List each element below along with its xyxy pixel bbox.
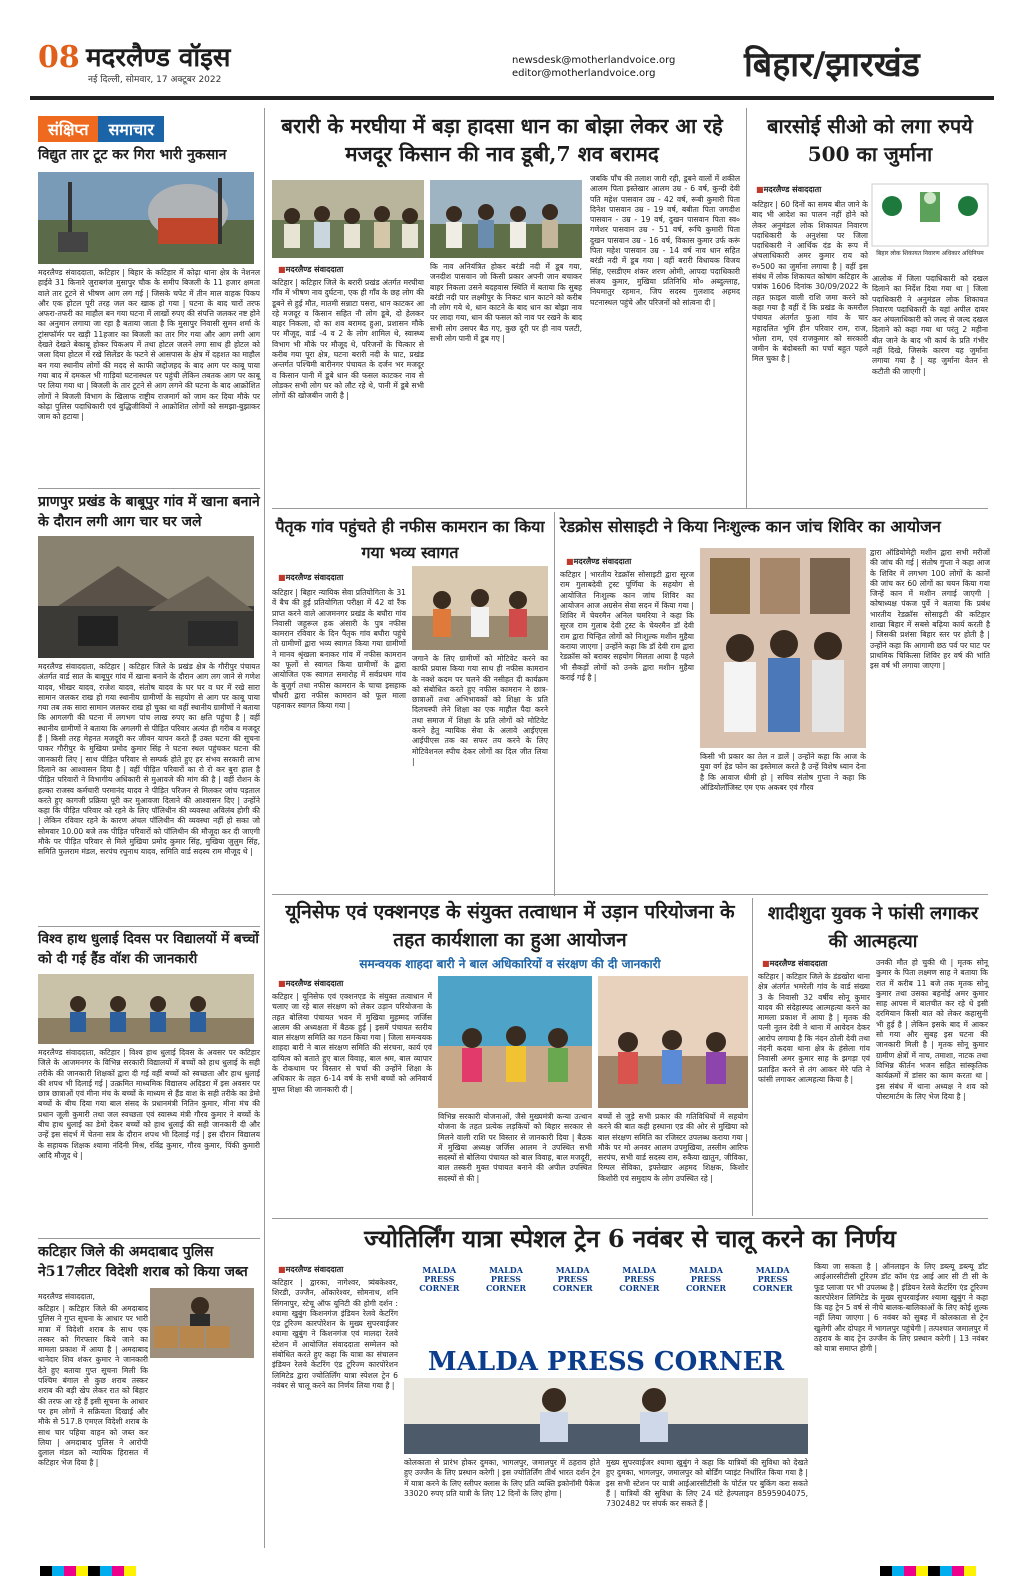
suicide-body-col2: उनकी मौत हो चुकी थी | मृतक सोनू कुमार के पिता लक्ष्मण साह ने बताया कि रात में करीब 11 बजे तक मृतक सोनू कुमार तथा उसका बहनोई अमर कुमार साह आपस में बातचीत कर रहे थे इसी दरमियान किसी बात को लेकर कहासुनी भी हुई है | लेकिन इसके बाद में आकर सो गया और सुबह इस घटना की जानकारी मिली है | मृतक सोनू कुमार ग्रामीण क्षेत्रों में नाच, तमाशा, नाटक तथा विभिन्न कीर्तन भजन सहित सांस्कृतिक कार्यक्रमों में डांसर का काम करता था | इस संबंध में थाना अध्यक्ष ने शव को पोस्टमार्टम के लिए भेज दिया है | (876, 958, 988, 1101)
section-title: बिहार/झारखंड (744, 45, 920, 85)
unicef-body-col2: विभिन्न सरकारी योजनाओं, जैसे मुख्यमंत्री कन्या उत्थान योजना के तहत प्रत्येक लड़कियों को बिहार सरकार से मिलने वाली राशि पर विस्तार से जानकारी दिया | बैठक में मुखिया अध्यक्ष जर्जिस आलम ने उपस्थित सभी सदस्यों से बोलिया पंचायत को बाल विवाह, बाल मजदूरी, बाल तस्करी मुक्त पंचायत बनाने की अपील उपस्थित सदस्यों से की | (438, 1112, 592, 1183)
redcross-camp-image (700, 548, 866, 748)
officials-photo-image (430, 180, 582, 258)
barsoi-headline: बारसोई सीओ को लगा रुपये 500 का जुर्माना (767, 114, 973, 166)
handwash-image (38, 974, 254, 1044)
unicef-photo-2 (598, 976, 748, 1108)
liquor-seizure-image (150, 1288, 254, 1358)
welcome-ceremony-image (412, 566, 548, 650)
brief4-body: कटिहार | कटिहार जिले की अमदाबाद पुलिस ने गुप्त सूचना के आधार पर भारी मात्रा में विदेशी शराब के साथ एक तस्कर को गिरफ्तार किये जाने का मामला प्रकाश में आया है | अमदाबाद थानेदार शिव शंकर कुमार ने जानकारी देते हुए बताया गुप्त सूचना मिली कि पश्चिम बंगाल से कुछ शराब तस्कर शराब की बड़ी खेप लेकर रात को बिहार की तरफ आ रहे हैं इसी सूचना के आधार पर हम लोगों ने सक्रियता दिखाई और मौके से 517.8 एमएल विदेशी शराब के साथ चार पहिया वाहन को जब्त कर लिया | अमदाबाद पुलिस ने आरोपी दुलाल मंडल को न्यायिक हिरासत में कटिहार भेज दिया है | (38, 1304, 148, 1468)
redcross-body-col2: किसी भी प्रकार का तेल न डालें | उन्होंने कहा कि आज के युवा वर्ग हेड फोन का इस्तेमाल करते है उन्हें विशेष ध्यान देना है कि आवाज धीमी हो | सचिव संतोष गुप्ता ने कहा कि ऑडियोलॉजिस्ट एम एफ अकबर एवं गौरव (700, 752, 866, 792)
unicef-body-col3: बच्चों से जुड़े सभी प्रकार की गतिविधियों में सहयोग करने की बात कही हस्थाना एड की ओर से मुखिया को बाल संरक्षण समिति का रजिस्टर उपलब्ध कराया गया | मौके पर मो अनवर आलम उपमुखिया, तस्लीम आरिफ सरपंच, सभी वार्ड सदस्य राम, रुकैया खातुन, जीविका, रिम्पल सेविका, इफ्तेखार अहमद शिक्षक, किशोर किशोरी एवं समुदाय के लोग उपस्थित रहे | (598, 1112, 748, 1183)
divider (38, 488, 260, 489)
unicef-headline: यूनिसेफ एवं एक्शनएड के संयुक्त तत्वाधान में उड़ान परियोजना के तहत कार्यशाला का हुआ आयोजन (285, 901, 735, 951)
press-banner: MALDA PRESS CORNER (404, 1346, 808, 1378)
divider (38, 1238, 260, 1239)
column-divider (264, 108, 265, 1548)
press-cell: MALDA PRESS CORNER (752, 1265, 793, 1293)
brief3-headline: विश्व हाथ धुलाई दिवस पर विद्यालयों में बच्चों को दी गई हैंड वॉश की जानकारी (38, 931, 259, 967)
barsoi-body-col1: कटिहार | 60 दिनों का समय बीत जाने के बाद भी आदेश का पालन नहीं होने को लेकर अनुमंडल लोक शिकायत निवारण पदाधिकारी के अनुशंसा पर जिला पदाधिकारी ने आर्थिक दंड के रूप में अंचलाधिकारी अमर कुमार राय को रु०500 का जुर्माना लगाया है | वहीं इस संबंध में लोक शिकायत कोषांग कटिहार के पत्रांक 1606 दिनांक 30/09/2022 के तहत फ़ाइल वाली राशि जमा करने को कहा गया है वहीं दें कि प्रखंड के कमरौल पंचायत अंतर्गत फुआ गांव के चार महादलित भूमि हीन परिवार राम, राज, भोला राम, एवं राजकुमार को सरकारी जमीन के बंदोबस्ती का पर्चा बहुत पहले मिल चुका है | (752, 200, 868, 364)
lead-photo-1 (272, 180, 424, 258)
lead-body-col3: जबकि पाँच की तलाश जारी रही, डूबने वालों में शकील आलम पिता इस्तेखार आलम उम्र - 6 वर्ष, कुन्दी देवी पति महेश पासवान उम्र - 42 वर्ष, रूबी कुमारी पिता दिनेश पासवान उम्र - 19 वर्ष, बबीता पिता जगदीश पासवान - उम्र - 19 वर्ष, दुखन पासवान पिता स्व० गणेशर पासवान उम्र - 51 वर्ष, रूचि कुमारी पिता दुखन पासवान उम्र - 16 वर्ष, विकास कुमार उर्फ करूं पिता महेश पासवान उम्र - 14 वर्ष नाव धान सहित बरंडी नदी में डूब गया | वहीं बरारी विधायक विजय सिंह, एसडीएम शंकर शरण ओमी, आपदा पदाधिकारी संजय कुमार, मुखिया प्रतिनिधि मो० अब्दुल्लाह, नियमातुर रहमान, जिप सदस्य गुलशाद अहमद घटनास्थल पहुंचे और परिजनों को सांत्वना दी | (590, 174, 740, 307)
issue-date: नई दिल्ली, सोमवार, 17 अक्टूबर 2022 (88, 75, 222, 85)
lead-body-col2: कि नाव अनियंत्रित होकर बरंडी नदी में डूब गया, जनदीश पासवान जो किसी प्रकार अपनी जान बचाकर बाहर निकला उसने बदहवास स्थिति में बताया कि सुबह बरंडी नदी पार लक्ष्मीपुर के निकट धान काटने को करीब नौ लोग गये थे, धान काटने के बाद धान का बोझा नाव पर लादा गया, धान की फसल को नाव पर रखने के बाद सभी लोग उसपर बैठ गए, कुछ दूरी पर ही नाव पलटी, सभी लोग पानी में डूब गए | (430, 262, 582, 344)
press-cell: MALDA PRESS CORNER (685, 1265, 727, 1293)
press-cell: MALDA PRESS CORNER (485, 1265, 527, 1293)
column-divider (554, 512, 555, 896)
brief1-headline: विद्युत तार टूट कर गिरा भारी नुकसान (38, 147, 227, 163)
divider (272, 508, 988, 509)
brief-tag (38, 116, 164, 142)
press-cell: MALDA PRESS CORNER (552, 1265, 593, 1293)
color-registration-bar (880, 1566, 976, 1576)
brief4-body-top (38, 1304, 148, 1468)
train-headline: ज्योतिर्लिंग यात्रा स्पेशल ट्रेन 6 नवंबर से चालू करने का निर्णय (364, 1224, 896, 1253)
redcross-body-col1: कटिहार | भारतीय रेडक्रॉस सोसाइटी द्वारा सूरज राम गुलाबदेवी ट्रस्ट पूर्णिया के सहयोग से आयोजित निःशुल्क कान जांच शिविर का आयोजन आज अग्रसेन सेवा सदन में किया गया | शिविर में चेयरमैन अनिल चमरिया ने कहा कि सूरज राम गुलाब देवी ट्रस्ट के चेयरमैन डॉ देवी राम द्वारा चिन्हित लोगों को निःशुल्क मशीन मुहैया कराया जाएगा | उन्होंने कहा कि डॉ देवी राम द्वारा रेडक्रॉस को बराबर सहयोग मिलता आया है पहले भी सैकड़ों लोगों को उनके द्वारा मशीन मुहैया कराई गई है | (560, 570, 694, 682)
barsoi-logo (872, 184, 988, 270)
lead-headline: बरारी के मरघीया में बड़ा हादसा धान का बोझा लेकर आ रहे मजदूर किसान की नाव डूबी,7 शव बरामद (281, 114, 723, 166)
editor-email[interactable]: editor@motherlandvoice.org (512, 68, 656, 79)
brief4-photo (150, 1288, 254, 1358)
lead-body-col1: कटिहार | कटिहार जिले के बरारी प्रखंड अंतर्गत मरघीया गाँव में भीषण नाव दुर्घटना, एक ही गाँव के छह लोग की डूबने से हुई मौत, मातमी सन्नाटा पसरा, धान काटकर आ रहे मजदूर व किसान सहित नौ लोग डूबे, दो हेलकर बाहर निकला, दो का शव बरामद हुआ, प्रशासन मौके पर मौजूद, वार्ड -4 व 2 के लोग शामिल थे, स्वास्थ्य विभाग भी मौके पर मौजूद थे, परिजनों के चित्कार से करीब गया पूरा क्षेत्र, घटना बरारी नदी के घाट, प्रखंड अन्तर्गत पश्चिमी बारीनगर पंचायत के दर्जन भर मजदूर व किसान पानी में डूबे धान की फसल काटकर नाव से लोडकर सभी लोग घर को लौट रहे थे, पानी में डूबे सभी लोगों की खोजबीन जारी है | (272, 278, 424, 401)
welcome-body-col2: जगाने के लिए ग्रामीणों को मोटिवेट करने का काफी प्रयास किया गया साथ ही नफीस कामरान के नक्शे कदम पर चलने की नसीहत दी कार्यक्रम को संबोधित करते हुए नफीस कामरान ने छात्र-छात्राओं तथा अभिभावकों को शिक्षा के प्रति दिलचस्पी लेने शिक्षा का एक माहौल पैदा करने तथा समाज में शिक्षा के प्रति लोगों को मोटिवेट करने हेतु न्यायिक सेवा के अलावे आईएएस आईपीएस तक का सफर तय करने के लिए मोटिवेशनल स्पीच देकर लोगों का दिल जीत लिया | (412, 654, 548, 766)
brief3-body: मदरलैण्ड संवाददाता, कटिहार | विश्व हाथ धुलाई दिवस के अवसर पर कटिहार जिले के आजमनगर के विभिन्न सरकारी विद्यालयों में बच्चों को हाथ धुलाई के सही तरीके की जानकारी शिक्षकों द्वारा दी गई वहीं बच्चों को स्वच्छता और हाथ धुलाई की शपथ भी दिलाई गई | उत्क्रमित माध्यमिक विद्यालय अदिडरा में इस अवसर पर छात्र छात्राओं एवं मीना मंच के बच्चों के माध्यम से हैंड वाश के सही तरीके का डेमो बच्चों के बीच दिया गया बाल संसद के प्रधानमंत्री नितिन कुमार, मीना मंच की प्रधान जूली कुमारी तथा जल स्वच्छता एवं स्वास्थ्य मंत्री गौरव कुमार ने बच्चों के बीच हाथ धुलाई का डेमो देकर बच्चों को हाथ धुलाई की सही जानकारी दी और उन्हें इस संदर्भ में चेतना सत्र के दौरान शपथ भी दिलाई गई | इस दौरान विद्यालय के सहायक शिक्षक श्यामा नंदिनी मिश्र, रविंद्र कुमार, गौरव कुमार, पिंकी कुमारी आदि मौजूद थे | (38, 1048, 260, 1160)
lead-photo-2 (430, 180, 582, 258)
train-body-col3: मुख्य सुपरवाईजर श्यामा खुबुंग ने कहा कि यात्रियों की सुविधा को देखते हुए दुमका, भागलपुर, जमालपुर को बोर्डिंग प्वाइंट निर्धारित किया गया है | इस सभी स्टेशन पर यात्री आईआरसीटीसी के पोर्टल पर बुकिंग करा सकते हैं | यात्रियों की सुविधा के लिए 24 घंटे हेल्पलाइन 8595904075, 7302482 पर संपर्क कर सकते हैं | (606, 1458, 808, 1509)
workshop-image-1 (438, 976, 592, 1108)
barsoi-body-col2: आलोक में जिला पदाधिकारी को दखल दिलाने का निर्देश दिया गया था | जिला पदाधिकारी ने अनुमंडल लोक शिकायत निवारण पदाधिकारी के यहां अपील दायर कर अंचलाधिकारी को जल्द से जल्द दखल दिलाने को कहा गया था परंतु 2 महीना बीत जाने के बाद भी कार्य के प्रति गंभीर नहीं दिखे, जिसके कारण यह जुर्माना लगाया गया है | यह जुर्माना वेतन से कटौती की जाएगी | (872, 274, 988, 376)
newsdesk-email[interactable]: newsdesk@motherlandvoice.org (512, 55, 676, 66)
press-cell: MALDA PRESS CORNER (419, 1265, 460, 1293)
workshop-image-2 (598, 976, 748, 1108)
press-board (404, 1262, 808, 1346)
barsoi-byline: ■ मदरलैण्ड संवाददाता (756, 184, 821, 195)
welcome-headline: पैतृक गांव पहुंचते ही नफीस कामरान का किया गया भव्य स्वागत (275, 517, 545, 562)
barsoi-logo-text: बिहार लोक शिकायत निवारण अधिकार अधिनियम (876, 250, 984, 257)
brief4-byline: मदरलैण्ड संवाददाता, (38, 1292, 95, 1301)
redcross-byline: ■ मदरलैण्ड संवाददाता (566, 556, 631, 567)
burnt-house-image (38, 536, 254, 658)
crowd-photo-image (272, 180, 424, 258)
newspaper-name: मदरलैण्ड वॉइस (86, 43, 231, 73)
brief3-photo (38, 974, 254, 1044)
train-byline: ■ मदरलैण्ड संवाददाता (278, 1264, 343, 1275)
emblem-icon (872, 184, 988, 246)
column-divider (746, 108, 747, 508)
brief4-headline: कटिहार जिले की अमदाबाद पुलिस ने517लीटर विदेशी शराब को किया जब्त (38, 1244, 248, 1280)
train-body-col4: किया जा सकता है | ऑनलाइन के लिए डब्ल्यू डब्ल्यू डॉट आईआरसीटीसी टूरिज्म डॉट कॉम एंड आई आर सी टी सी के फूड प्लाजा पर भी उपलब्ध है | इंडियन रेलवे केटरिंग एंड टूरिज्म कारपोरेशन लिमिटेड के मुख्य सुपरवाईजर श्यामा खुबुंग ने कहा कि यह ट्रेन 5 वर्ष से नीचे बालक-बालिकाओं के लिए कोई शुल्क नहीं लिया जाएगा | 6 नवंबर को सुबह में कोलकाता से ट्रेन खुलेगी और दोपहर में भागलपुर पहुंचेगी | तत्पश्चात जमालपुर में ठहराव के बाद ट्रेन उज्जैन के लिए प्रस्थान करेगी | 13 नवंबर को यात्रा समाप्त होगी | (814, 1262, 988, 1354)
redcross-body-col3: द्वारा ऑडियोमेट्री मशीन द्वारा सभी मरीजों की जांच की गई | संतोष गुप्ता ने कहा आज के शिविर में लगभग 100 लोगों के कानों की जांच कर 60 लोगों का चयन किया गया जिन्हें कान में मशीन लगाई जाएगी | कोषाध्यक्ष पंकज पुर्वे ने बताया कि प्रबंध भारतीय रेडक्रॉस सोसाइटी की कटिहार शाखा बिहार में सबसे बढ़िया कार्य करती है | जिसकी प्रशंसा बिहार स्तर पर होती है | उन्होंने कहा कि आगामी छठ पर्व पर घाट पर प्राथमिक चिकित्सा शिविर हर वर्ष की भांति इस वर्ष भी लगाया जाएगा | (870, 548, 990, 671)
brief1-photo (38, 172, 254, 264)
divider (38, 926, 260, 927)
train-body-col1: कटिहार | द्वारका, नागेश्वर, त्र्यंबकेश्वर, शिरडी, उज्जैन, ओंकारेश्वर, सोमनाथ, शनि सिंगनापुर, स्टेचू ऑफ यूनिटी की होगी दर्शन : श्यामा खुबुंग किशनगंज इंडियन रेलवे केटरिंग एंड टूरिज्म कारपोरेशन के मुख्य सुपरवाईजर श्यामा खुबुंग ने किशनगंज एवं मालदा रेलवे स्टेशन में आयोजित संवाददाता सम्मेलन को संबोधित करते हुए कहा कि यात्रा का संचालन इंडियन रेलवे केटरिंग एंड टूरिज्म कारपोरेशन लिमिटेड द्वारा ज्योतिर्लिंग यात्रा स्पेशल ट्रेन 6 नवंबर से चालू करने का निर्णय लिया गया है | (272, 1278, 398, 1390)
page-number: 08 (38, 40, 80, 75)
train-photo (404, 1262, 808, 1454)
unicef-byline: ■ मदरलैण्ड संवाददाता (278, 978, 343, 989)
brief2-photo (38, 536, 254, 658)
welcome-body-col1: कटिहार | बिहार न्यायिक सेवा प्रतियोगिता के 31 वें बैच की हुई प्रतियोगिता परीक्षा में 42 वां रैंक प्राप्त करने वाले आजमनगर प्रखंड के बघौरा गांव निवासी जहूरूल हक अंसारी के पुत्र नफीस कामरान रविवार के दिन पैतृक गांव बघौरा पहुंचे तो ग्रामीणों द्वारा भव्य स्वागत किया गया ग्रामीणों ने मानव श्रृंखला बनाकर गांव में नफीस कामरान का फूलों से स्वागत किया ग्रामीणों के द्वारा आयोजित एक स्वागत समारोह में सर्वप्रथम गांव के बुजुर्ग तथा नफीस कामरान के चाचा इसहाक चौधरी द्वारा नफीस कामरान को फूल माला पहनाकर स्वागत किया गया | (272, 588, 406, 711)
divider (272, 894, 988, 895)
brief1-body: मदरलैण्ड संवाददाता, कटिहार | बिहार के कटिहार में कोढ़ा थाना क्षेत्र के नेशनल हाईवे 31 किनारे जुराबगंज मुसापुर चौक के समीप बिजली के 11 हजार क्षमता वाले तार टूटने से भीषण आग लग गई | जिसके चपेट में तीन माल वाहक पिकप और एक होटल पूरी तरह जल कर खाक हो गया | घटना के बाद चारों तरफ अफरा-तफरी का माहौल बन गया घटना में लाखों रुपए की संपत्ति जलकर नष्ट होने का अनुमान लगाया जा रहा है बताया जाता है कि मुसापुर निवासी सुमन शर्मा के ट्रांसफॉर्मर पर खड़ी 11हजार का बिजली का तार गिर गया और आग लगी आग देखते देखते बेकाबू होकर पिकअप में तथा होटल जलने लगा साथ ही होटल को जला दिया होटल में रखे सिलेंडर के फटने से आसपास के क्षेत्र में दहशत का माहौल बन गया स्थानीय लोगों की मदद से काफी जद्दोजहद के बाद आग पर काबू पाया गया बाद में दमकल भी गाड़ियां घटनास्थल पर पहुंची लेकिन तबतक आग पर काबू पर लिया गया था | बिजली के तार टूटने से आग लगने की घटना के बाद आक्रोशित लोगों ने बिजली विभाग के खिलाफ राष्ट्रीय राजमार्ग को जाम कर दिया मौके पर कोढ़ा पुलिस पदाधिकारी एवं बुद्धिजीवियों ने आक्रोशित लोगों को समझा-बुझाकर जाम को हटाया | (38, 268, 260, 422)
press-conference-image (404, 1378, 808, 1454)
fire-photo-image (38, 172, 254, 264)
unicef-body-col1: कटिहार | यूनिसेफ एवं एक्शनएड के संयुक्त तत्वाधान में चलाए जा रहे बाल संरक्षण को लेकर उड़ान परियोजना के तहत बोलिया पंचायत भवन में मुखिया मुहम्मद जर्जिस आलम की अध्यक्षता में बैठक हुई | इसमें पंचायत स्तरीय बाल संरक्षण समिति का गठन किया गया | जिला समन्वयक शाहदा बारी ने बाल संरक्षण समिति की संरचना, कार्य एवं दायित्व को बताते हुए बाल विवाह, बाल श्रम, बाल व्यापार के रोकथाम पर विस्तार से चर्चा की उन्होंने शिक्षा के अधिकार के तहत 6-14 वर्ष के सभी बच्चों को अनिवार्य मुफ्त शिक्षा की जानकारी दी | (272, 992, 432, 1094)
brief-tag-1: संक्षिप्त (38, 116, 98, 142)
brief-tag-2: समाचार (98, 116, 163, 142)
redcross-photo (700, 548, 866, 748)
masthead-rule (30, 96, 994, 100)
column-divider (752, 898, 753, 1216)
suicide-byline: ■ मदरलैण्ड संवाददाता (762, 958, 827, 969)
brief2-body: मदरलैण्ड संवाददाता, कटिहार | कटिहार जिले के प्रखंड क्षेत्र के गौरीपुर पंचायत अंतर्गत वार्ड सात के बाबूपुर गांव में खाना बनाने के दौरान आग लग जाने से गणेश यादव, भीखर यादव, राजेश यादव, संतोष यादव के घर घर व घर में रखे सारा सामान जलकर राख हो गया स्थानीय ग्रामीणों के सहयोग से आग पर काबू पाया गया तब तक सारा सामान जलकर राख हो चुका था वहीं स्थानीय ग्रामीणों ने बताया कि आगलगी की घटना में लगभग पांच लाख रुपए का क्षति पहुंचा है | वहीं स्थानीय ग्रामीणों ने बताया कि अगलगी से पीड़ित परिवार अत्यंत ही गरीब व मजदूर हैं | किसी तरह मेहनत मजदूरी कर जीवन यापन करते हैं उक्त घटना की सूचना पाकर गौरीपुर के मुखिया प्रमोद कुमार सिंह ने घटना स्थल पहुंचकर घटना की जानकारी लिए | साथ पीड़ित परिवार से सम्पर्क होते हुए हर संभव सरकारी लाभ दिलाने का आश्वासन दिया है | वहीं पीड़ित परिवारों का रो रो कर बुरा हाल है पीड़ित परिवारों ने विभागीय अधिकारी से मुआवजे की मांग की है | वहीं रोशन के हल्का राजस्व कर्मचारी परमानंद यादव ने पीड़ित परिजन से मिलकर जांच पड़ताल करते हुए कागजी प्रक्रिया पूरी कर मुआवजा दिलाने की आश्वासन दिए | उन्होंने कहा कि पीड़ित परिवार को रहने के लिए पॉलिथीन की व्यवस्था अविलंब होगी की | लेकिन रविवार रहने के कारण अंचल पॉलिथीन की व्यवस्था नहीं हो सका जो सोमवार 10.00 बजे तक पीड़ित परिवारों को पॉलिथीन की मौजूदा कर दी जाएगी मौके पर पीड़ित परिवार से मिले मुखिया प्रमोद कुमार सिंह, मुखिया जुलुम सिंह, समिति फुलराम मंडल, सरपंच रघुनाथ यादव, समिति वार्ड सदस्य राम मौजूद थे | (38, 662, 260, 857)
divider (272, 1218, 988, 1219)
welcome-byline: ■ मदरलैण्ड संवाददाता (278, 572, 343, 583)
suicide-headline: शादीशुदा युवक ने फांसी लगाकर की आत्महत्या (767, 903, 979, 952)
contact-emails (512, 54, 675, 80)
welcome-photo (412, 566, 548, 650)
unicef-subheadline: समन्वयक शाहदा बारी ने बाल अधिकारियों व संरक्षण की दी जानकारी (359, 957, 661, 971)
brief2-headline: प्राणपुर प्रखंड के बाबूपुर गांव में खाना बनाने के दौरान लगी आग चार घर जले (38, 494, 260, 530)
lead-byline: ■ मदरलैण्ड संवाददाता (278, 264, 343, 275)
unicef-photo-1 (438, 976, 592, 1108)
redcross-headline: रेडक्रोस सोसाइटी ने किया निःशुल्क कान जांच शिविर का आयोजन (560, 517, 941, 536)
train-body-col2: कोलकाता से प्रारंभ होकर दुमका, भागलपुर, जमालपुर में ठहराव होते हुए उज्जैन के लिए प्रस्थान करेगी | इस ज्योतिर्लिंग तीर्थ भारत दर्शन ट्रेन में यात्रा करने के लिए स्लीपर क्लास के लिए प्रति व्यक्ति इकोनॉमी पैकेज 33020 रुपए प्रति यात्री के लिए 12 दिनों के लिए होगा | (404, 1458, 600, 1498)
suicide-body-col1: कटिहार | कटिहार जिले के डंडखोरा थाना क्षेत्र अंतर्गत भमरेली गांव के वार्ड संख्या 3 के निवासी 32 वर्षीय सोनू कुमार यादव की संदेहास्पद आत्महत्या करने का मामला प्रकाश में आया है | मृतक की पत्नी नूतन देवी ने थाना में आवेदन देकर आरोप लगाया है कि नंदन ठोली देवी तथा नंदनी कदवा थाना क्षेत्र के हंसेला गांव निवासी अमर कुमार साह के झगड़ा एवं प्रताड़ित करने से तंग आकर मेरे पति ने फांसी लगाकर आत्महत्या किया है | (758, 972, 870, 1084)
color-registration-bar (40, 1566, 136, 1576)
press-cell: MALDA PRESS CORNER (619, 1265, 660, 1293)
